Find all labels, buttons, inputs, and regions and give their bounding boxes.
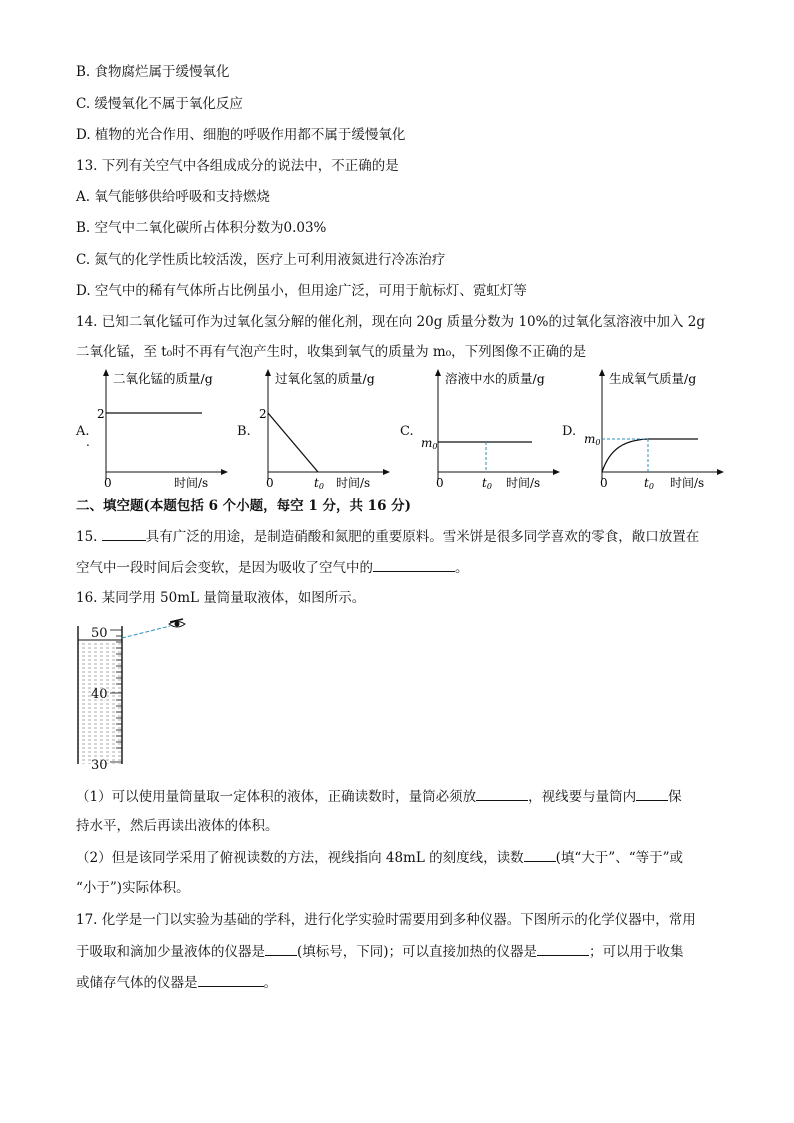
graph-d-curve — [602, 439, 698, 472]
graph-b-t-sub: 0 — [318, 482, 324, 491]
graph-d-origin: 0 — [600, 476, 608, 490]
graph-c-t-main: t — [482, 476, 487, 490]
q16-1-blank-1[interactable] — [476, 786, 528, 801]
graph-b-t — [314, 476, 324, 491]
q15-line1 — [76, 526, 699, 547]
q16-2-line1 — [76, 847, 683, 868]
graph-a-mark: . — [86, 435, 90, 449]
q17-text-4: 或储存气体的仪器是 — [76, 975, 198, 991]
q17-blank-2[interactable] — [537, 941, 589, 956]
q17-line3 — [76, 972, 277, 993]
q16-1-text-a: （1）可以使用量筒量取一定体积的液体，正确读数时，量筒必须放 — [76, 789, 477, 805]
q12-option-b: B. 食物腐烂属于缓慢氧化 — [76, 64, 230, 80]
graph-b-origin: 0 — [266, 476, 274, 490]
graph-d-x-arrow — [717, 469, 724, 475]
graph-c — [416, 368, 566, 492]
q14-stem-line1: 14. 已知二氧化锰可作为过氧化氢分解的催化剂，现在向 20g 质量分数为 10%的过氧化氢溶液中加入 2g — [76, 314, 705, 330]
cylinder-label-30: 30 — [91, 758, 108, 773]
cylinder-label-50: 50 — [91, 626, 108, 641]
section-2-heading: 二、填空题(本题包括 6 个小题，每空 1 分，共 16 分) — [76, 498, 412, 514]
graph-d-m-main: m — [584, 432, 596, 446]
graph-a-ylabel: 二氧化锰的质量/g — [113, 371, 213, 386]
q17-end: 。 — [263, 975, 277, 991]
graph-a-option: A. — [76, 424, 90, 439]
cylinder-label-40: 40 — [91, 687, 108, 702]
graph-d-t — [644, 476, 654, 491]
q12-option-d: D. 植物的光合作用、细胞的呼吸作用都不属于缓慢氧化 — [76, 127, 406, 143]
q15-end: 。 — [455, 560, 469, 576]
graph-c-option: C. — [400, 424, 414, 439]
q17-text-2: (填标号，下同)；可以直接加热的仪器是 — [297, 944, 538, 960]
q16-1-line2: 持水平，然后再读出液体的体积。 — [76, 818, 279, 834]
graph-c-ylabel: 溶液中水的质量/g — [445, 371, 545, 386]
q12-option-c: C. 缓慢氧化不属于氧化反应 — [76, 96, 243, 112]
graph-d-xlabel: 时间/s — [670, 476, 705, 490]
graph-c-t — [482, 476, 492, 491]
graph-c-origin: 0 — [436, 476, 444, 490]
graph-c-m — [421, 436, 437, 451]
q16-1-blank-2[interactable] — [636, 786, 668, 801]
q15-text-2: 空气中一段时间后会变软，是因为吸收了空气中的 — [76, 560, 373, 576]
graph-c-m-main: m — [421, 436, 433, 450]
graph-b-ylabel: 过氧化氢的质量/g — [275, 371, 375, 386]
graph-c-m-sub: 0 — [432, 442, 438, 451]
graph-a-xlabel: 时间/s — [174, 476, 209, 490]
q16-2-text-a: （2）但是该同学采用了俯视读数的方法，视线指向 48mL 的刻度线，读数 — [76, 850, 524, 866]
q17-text-1: 于吸取和滴加少量液体的仪器是 — [76, 944, 265, 960]
graph-c-x-arrow — [553, 469, 560, 475]
graph-b-t-main: t — [314, 476, 319, 490]
graph-d-m — [584, 432, 600, 447]
graph-d — [580, 368, 730, 492]
graph-c-xlabel: 时间/s — [506, 476, 541, 490]
q16-2-blank[interactable] — [524, 847, 556, 862]
graph-b-tick: 2 — [259, 407, 267, 421]
q13-stem: 13. 下列有关空气中各组成成分的说法中，不正确的是 — [76, 158, 399, 174]
q17-line2 — [76, 941, 684, 962]
q13-option-d: D. 空气中的稀有气体所占比例虽小，但用途广泛，可用于航标灯、霓虹灯等 — [76, 283, 527, 299]
q16-1-text-b: ，视线要与量筒内 — [528, 789, 637, 805]
q16-stem: 16. 某同学用 50mL 量筒量取液体，如图所示。 — [76, 590, 366, 606]
q13-option-b: B. 空气中二氧化碳所占体积分数为0.03% — [76, 220, 327, 236]
graph-c-y-arrow — [435, 369, 441, 376]
graduated-cylinder-figure — [70, 618, 200, 774]
q13-option-c: C. 氮气的化学性质比较活泼，医疗上可利用液氮进行冷冻治疗 — [76, 252, 446, 268]
graph-d-ylabel: 生成氧气质量/g — [609, 371, 697, 386]
graph-a-origin: 0 — [104, 476, 112, 490]
graph-a-x-arrow — [221, 469, 228, 475]
q17-text-3: ；可以用于收集 — [589, 944, 684, 960]
q15-text-1: 具有广泛的用途，是制造硝酸和氮肥的重要原料。雪米饼是很多同学喜欢的零食，敞口放置在 — [145, 529, 700, 545]
graph-a-tick: 2 — [97, 407, 105, 421]
q17-line1: 17. 化学是一门以实验为基础的学科，进行化学实验时需要用到多种仪器。下图所示的化学仪器中，常用 — [76, 912, 696, 928]
q15-number: 15. — [76, 529, 102, 545]
graph-d-m-sub: 0 — [595, 438, 601, 447]
graph-b — [246, 368, 396, 492]
q16-2-line2: “小于”)实际体积。 — [76, 880, 190, 896]
graph-b-x-arrow — [383, 469, 390, 475]
q15-blank-1[interactable] — [102, 526, 146, 541]
q13-option-a: A. 氧气能够供给呼吸和支持燃烧 — [76, 189, 270, 205]
q15-blank-2[interactable] — [373, 557, 455, 572]
graph-b-line — [268, 413, 318, 472]
eye-pupil-icon — [175, 622, 180, 627]
graph-a-y-arrow — [103, 369, 109, 376]
liquid-fill — [78, 640, 122, 764]
q16-1-line1 — [76, 786, 682, 807]
graph-d-t-main: t — [644, 476, 649, 490]
graph-b-y-arrow — [265, 369, 271, 376]
q17-blank-1[interactable] — [265, 941, 297, 956]
graph-b-option: B. — [237, 424, 251, 439]
graph-d-option: D. — [562, 424, 577, 439]
q17-blank-3[interactable] — [198, 972, 264, 987]
q16-1-text-c: 保 — [668, 789, 682, 805]
q16-2-text-b: (填“大于”、“等于”或 — [555, 850, 683, 866]
graph-b-xlabel: 时间/s — [336, 476, 371, 490]
q15-line2 — [76, 557, 469, 578]
graph-d-t-sub: 0 — [648, 482, 654, 491]
sight-line — [122, 626, 170, 638]
q14-stem-line2: 二氧化锰，至 t₀时不再有气泡产生时，收集到氧气的质量为 m₀，下列图像不正确的是 — [76, 344, 587, 360]
graph-c-t-sub: 0 — [486, 482, 492, 491]
graph-a — [84, 368, 234, 492]
graph-d-y-arrow — [599, 369, 605, 376]
